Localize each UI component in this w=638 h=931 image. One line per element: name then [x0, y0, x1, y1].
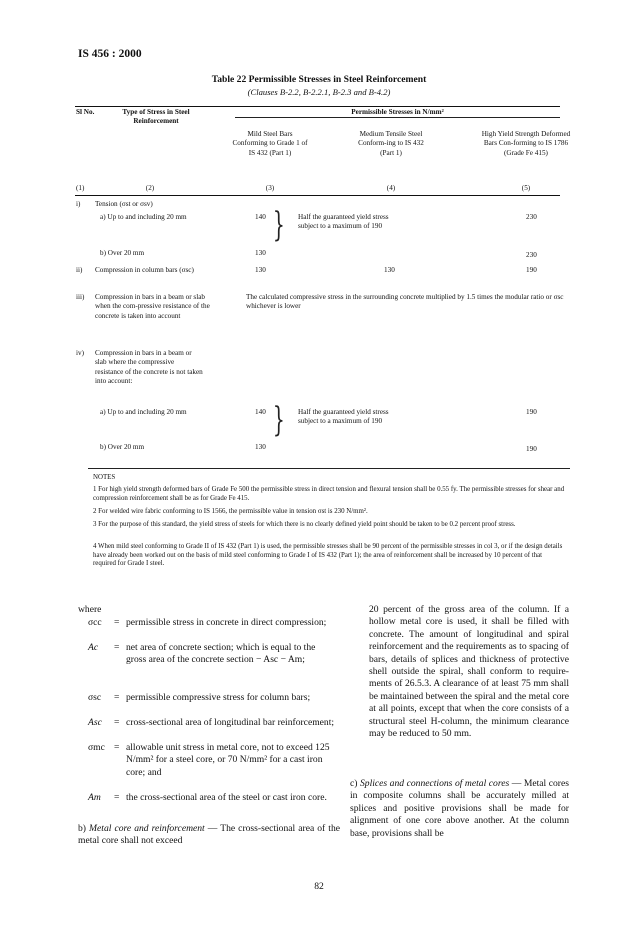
note-4: 4 When mild steel conforming to Grade II of IS 432 (Part 1) is used, the permissible stresses shall be 90 percent of the permissible stresses in col 3, or if the design details have already been worked out on the basis of mild steel conforming to Grade I of IS 432 (Part 1); the area of reinforcement shall be increased by 10 percent of that required for Grade I steel.: [93, 543, 563, 568]
note-1: 1 For high yield strength deformed bars of Grade Fe 500 the permissible stress in direct tension and flexural tension shall be 0.55 fy. The permissible stresses for shear and compression reinforcement shall be as for Grade Fe 415.: [93, 486, 565, 502]
def-symbol: Am: [88, 792, 101, 803]
col4-heading: Medium Tensile Steel Conform-ing to IS 432 (Part 1): [358, 130, 424, 157]
para-b: [78, 823, 340, 848]
col5-heading: High Yield Strength Deformed Bars Con-forming to IS 1786 (Grade Fe 415): [481, 130, 571, 157]
col-sl-heading: Sl No.: [76, 108, 95, 116]
row-ii-col5: 190: [526, 266, 537, 274]
table-clauses: (Clauses B-2.2, B-2.2.1, B-2.3 and B-4.2): [247, 87, 391, 97]
row-i-col4: Half the guaranteed yield stress subject to a maximum of 190: [298, 213, 389, 231]
col-type-heading: Type of Stress in Steel Reinforcement: [122, 108, 190, 126]
def-equals: =: [114, 717, 120, 728]
row-iv-b-col5: 190: [526, 445, 537, 453]
row-iii-text: The calculated compressive stress in the surrounding concrete multiplied by 1.5 times the modular ratio or σsc whichever is lower: [246, 293, 564, 311]
row-iii-number: iii): [76, 293, 85, 301]
row-ii-label: Compression in column bars (σsc): [95, 266, 194, 274]
row-i-label: Tension (σst or σsv): [95, 200, 153, 208]
def-equals: =: [114, 742, 120, 753]
def-symbol: Asc: [88, 717, 102, 728]
row-iv-b-col3: 130: [255, 443, 266, 451]
def-am-text: the cross-sectional area of the steel or cast iron core.: [126, 792, 327, 803]
table-header-bottom-rule: [75, 195, 560, 196]
def-asc-text: cross-sectional area of longitudinal bar reinforcement;: [126, 717, 335, 728]
row-iv-a-col5: 190: [526, 408, 537, 416]
row-i-brace: }: [272, 205, 285, 245]
def-equals: =: [114, 617, 120, 628]
note-3: 3 For the purpose of this standard, the yield stress of steels for which there is no clearly defined yield point should be taken to be 0.2 percent proof stress.: [93, 521, 516, 528]
para-b-text: — The cross-sectional area of the metal core shall not exceed: [78, 823, 340, 847]
def-equals: =: [114, 692, 120, 703]
document-header: IS 456 : 2000: [78, 48, 142, 60]
table-top-rule: [75, 106, 560, 107]
row-i-b-col5: 230: [526, 251, 537, 259]
note-2: 2 For welded wire fabric conforming to IS 1566, the permissible value in tension σst is 230 N/mm².: [93, 508, 368, 515]
para-c-title: Splices and connections of metal cores: [359, 778, 510, 789]
def-sigma-sc-text: permissible compressive stress for column bars;: [126, 692, 311, 703]
para-c-label: c): [350, 778, 358, 789]
def-equals: =: [114, 642, 120, 653]
def-ac-text: net area of concrete section; which is equal to the gross area of the concrete section − Asc − Am;: [126, 642, 316, 666]
def-equals: =: [114, 792, 120, 803]
row-i-b-col3: 130: [255, 249, 266, 257]
row-iii-label: Compression in bars in a beam or slab when the com-pressive resistance of the concrete is taken into account: [95, 293, 210, 320]
row-iv-b-label: b) Over 20 mm: [100, 443, 145, 451]
def-sigma-mc-text: allowable unit stress in metal core, not to exceed 125 N/mm² for a steel core, or 70 N/mm² for a cast iron core; and: [126, 742, 330, 778]
group-heading: Permissible Stresses in N/mm²: [351, 108, 444, 116]
def-symbol: σcc: [88, 617, 102, 628]
def-symbol: Ac: [88, 642, 99, 653]
right-para-1: 20 percent of the gross area of the column. If a hollow metal core is used, it shall be filled with concrete. The amount of longitudinal and spiral reinforcement and the requirements as to spacing of bars, details of splices and thickness of protective shell outside the spiral, shall conform to require- ments of 26.5.3. A clearance of at least 75 mm shall be maintained between the spiral and the metal core at all points, except that when the core consists of a structural steel H-column, the minimum clearance may be reduced to 50 mm.: [369, 604, 569, 740]
def-sigma-cc-text: permissible stress in concrete in direct compression;: [126, 617, 327, 628]
row-i-a-label: a) Up to and including 20 mm: [100, 213, 187, 221]
table-bottom-rule: [88, 468, 570, 469]
row-i-number: i): [76, 200, 81, 208]
notes-title: NOTES: [93, 474, 116, 481]
row-iv-a-label: a) Up to and including 20 mm: [100, 408, 187, 416]
page-number: 82: [314, 881, 324, 892]
row-ii-number: ii): [76, 266, 83, 274]
row-i-a-col5: 230: [526, 213, 537, 221]
para-b-label: b): [78, 823, 86, 834]
para-c: [350, 778, 569, 840]
col3-heading: Mild Steel Bars Conforming to Grade 1 of IS 432 (Part 1): [232, 130, 308, 157]
row-ii-col3: 130: [255, 266, 266, 274]
row-ii-col4: 130: [384, 266, 395, 274]
col-number-5: (5): [521, 184, 531, 192]
para-b-title: Metal core and reinforcement: [89, 823, 205, 834]
row-iv-col4: Half the guaranteed yield stress subject to a maximum of 190: [298, 408, 389, 426]
table-title: Table 22 Permissible Stresses in Steel Reinforcement: [211, 74, 427, 85]
para-c-text: — Metal cores in composite columns shall be accurately milled at splices and positive provisions shall be made for alignment of one core above another. At the column base, provisions shall be: [350, 778, 569, 839]
col-number-1: (1): [76, 184, 85, 192]
col-number-4: (4): [386, 184, 396, 192]
col-number-2: (2): [145, 184, 155, 192]
row-iv-number: iv): [76, 349, 84, 357]
row-i-a-col3: 140: [255, 213, 266, 221]
where-label: where: [78, 604, 102, 615]
col-number-3: (3): [265, 184, 275, 192]
row-iv-a-col3: 140: [255, 408, 266, 416]
row-iv-label: Compression in bars in a beam or slab where the compressive resistance of the concrete is not taken into account:: [95, 349, 203, 386]
row-iv-brace: }: [272, 400, 285, 440]
row-i-b-label: b) Over 20 mm: [100, 249, 145, 257]
def-symbol: σsc: [88, 692, 102, 703]
def-symbol: σmc: [88, 742, 105, 753]
